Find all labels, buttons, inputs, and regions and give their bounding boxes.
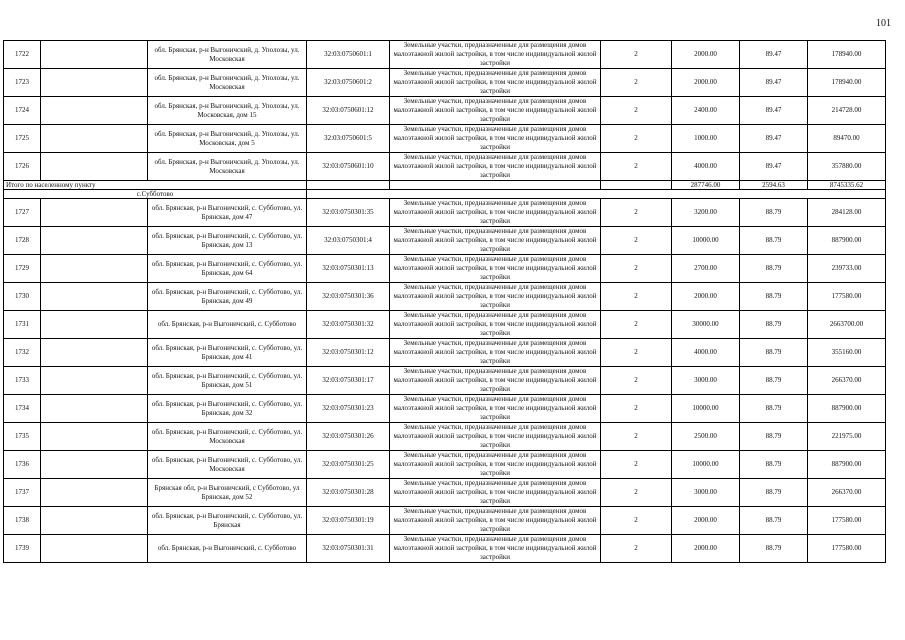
row-group: 2 bbox=[601, 479, 672, 507]
table-row bbox=[4, 339, 886, 367]
row-cadastral-cost: 177580.00 bbox=[808, 507, 886, 535]
row-blank-cell bbox=[41, 423, 148, 451]
table-row bbox=[4, 199, 886, 227]
row-address: обл. Брянская, р-н Выгоничский, с. Субботово, ул. Московская bbox=[148, 451, 307, 479]
row-cadastral-cost: 355160.00 bbox=[808, 339, 886, 367]
row-address: обл. Брянская, р-н Выгоничский, д. Уполозы, ул. Московская bbox=[148, 41, 307, 69]
row-cadastral-cost: 887900.00 bbox=[808, 227, 886, 255]
row-area: 4000.00 bbox=[672, 153, 740, 181]
row-group: 2 bbox=[601, 311, 672, 339]
row-blank-cell bbox=[41, 199, 148, 227]
settlement-total-group-cell bbox=[601, 181, 672, 190]
row-address: обл. Брянская, р-н Выгоничский, д. Уполозы, ул. Московская bbox=[148, 153, 307, 181]
row-cadastral-number: 32:03:0750601:10 bbox=[307, 153, 390, 181]
row-blank-cell bbox=[41, 227, 148, 255]
row-area: 4000.00 bbox=[672, 339, 740, 367]
row-area: 2400.00 bbox=[672, 97, 740, 125]
row-land-category: Земельные участки, предназначенные для размещения домов малоэтажной жилой застройки, в том числе индивидуальной жилой застройки bbox=[390, 423, 601, 451]
settlement-total-label: Итого по населенному пункту bbox=[4, 181, 307, 190]
row-number: 1733 bbox=[4, 367, 41, 395]
row-area: 2700.00 bbox=[672, 255, 740, 283]
row-address: обл. Брянская, р-н Выгоничский, с. Субботово bbox=[148, 535, 307, 563]
row-group: 2 bbox=[601, 199, 672, 227]
row-rate: 89.47 bbox=[740, 97, 808, 125]
row-rate: 88.79 bbox=[740, 451, 808, 479]
row-blank-cell bbox=[41, 97, 148, 125]
row-cadastral-cost: 178940.00 bbox=[808, 41, 886, 69]
row-cadastral-cost: 266370.00 bbox=[808, 367, 886, 395]
row-group: 2 bbox=[601, 227, 672, 255]
row-group: 2 bbox=[601, 153, 672, 181]
row-group: 2 bbox=[601, 97, 672, 125]
row-number: 1722 bbox=[4, 41, 41, 69]
row-rate: 89.47 bbox=[740, 69, 808, 97]
table-row bbox=[4, 255, 886, 283]
row-group: 2 bbox=[601, 339, 672, 367]
table-row bbox=[4, 125, 886, 153]
row-address: обл. Брянская, р-н Выгоничский, д. Уполозы, ул. Московская bbox=[148, 69, 307, 97]
row-cadastral-number: 32:03:0750301:13 bbox=[307, 255, 390, 283]
row-area: 10000.00 bbox=[672, 227, 740, 255]
row-address: обл. Брянская, р-н Выгоничский, с. Субботово, ул. Брянская, дом 51 bbox=[148, 367, 307, 395]
table-row bbox=[4, 395, 886, 423]
row-rate: 88.79 bbox=[740, 507, 808, 535]
table-row bbox=[4, 423, 886, 451]
row-cadastral-cost: 221975.00 bbox=[808, 423, 886, 451]
row-land-category: Земельные участки, предназначенные для размещения домов малоэтажной жилой застройки, в том числе индивидуальной жилой застройки bbox=[390, 199, 601, 227]
row-land-category: Земельные участки, предназначенные для размещения домов малоэтажной жилой застройки, в том числе индивидуальной жилой застройки bbox=[390, 69, 601, 97]
row-cadastral-cost: 887900.00 bbox=[808, 451, 886, 479]
table-row bbox=[4, 367, 886, 395]
row-cadastral-cost: 177580.00 bbox=[808, 535, 886, 563]
row-cadastral-number: 32:03:0750301:31 bbox=[307, 535, 390, 563]
row-rate: 88.79 bbox=[740, 339, 808, 367]
row-area: 30000.00 bbox=[672, 311, 740, 339]
row-area: 10000.00 bbox=[672, 395, 740, 423]
row-cadastral-cost: 887900.00 bbox=[808, 395, 886, 423]
row-cadastral-cost: 2663700.00 bbox=[808, 311, 886, 339]
row-cadastral-cost: 284128.00 bbox=[808, 199, 886, 227]
row-land-category: Земельные участки, предназначенные для размещения домов малоэтажной жилой застройки, в том числе индивидуальной жилой застройки bbox=[390, 125, 601, 153]
row-address: обл. Брянская, р-н Выгоничский, с. Субботово, ул. Брянская, дом 64 bbox=[148, 255, 307, 283]
row-blank-cell bbox=[41, 507, 148, 535]
settlement-name: с.Субботово bbox=[4, 190, 307, 199]
row-cadastral-cost: 89470.00 bbox=[808, 125, 886, 153]
row-blank-cell bbox=[41, 339, 148, 367]
row-blank-cell bbox=[41, 311, 148, 339]
row-number: 1738 bbox=[4, 507, 41, 535]
row-area: 2500.00 bbox=[672, 423, 740, 451]
row-land-category: Земельные участки, предназначенные для размещения домов малоэтажной жилой застройки, в том числе индивидуальной жилой застройки bbox=[390, 41, 601, 69]
row-land-category: Земельные участки, предназначенные для размещения домов малоэтажной жилой застройки, в том числе индивидуальной жилой застройки bbox=[390, 479, 601, 507]
row-area: 2000.00 bbox=[672, 283, 740, 311]
row-address: обл. Брянская, р-н Выгоничский, с. Субботово, ул. Брянская, дом 32 bbox=[148, 395, 307, 423]
row-address: обл. Брянская, р-н Выгоничский, с. Субботово, ул. Брянская, дом 13 bbox=[148, 227, 307, 255]
land-plots-table bbox=[3, 40, 886, 563]
row-address: обл. Брянская, р-н Выгоничский, с. Субботово, ул. Московская bbox=[148, 423, 307, 451]
row-rate: 89.47 bbox=[740, 153, 808, 181]
row-blank-cell bbox=[41, 367, 148, 395]
table-row bbox=[4, 507, 886, 535]
row-group: 2 bbox=[601, 69, 672, 97]
row-rate: 89.47 bbox=[740, 125, 808, 153]
row-number: 1735 bbox=[4, 423, 41, 451]
table-row bbox=[4, 451, 886, 479]
row-area: 2000.00 bbox=[672, 507, 740, 535]
table-row bbox=[4, 311, 886, 339]
row-land-category: Земельные участки, предназначенные для размещения домов малоэтажной жилой застройки, в том числе индивидуальной жилой застройки bbox=[390, 97, 601, 125]
row-cadastral-number: 32:03:0750601:12 bbox=[307, 97, 390, 125]
table-row bbox=[4, 97, 886, 125]
row-rate: 88.79 bbox=[740, 395, 808, 423]
row-cadastral-number: 32:03:0750301:17 bbox=[307, 367, 390, 395]
row-blank-cell bbox=[41, 395, 148, 423]
row-group: 2 bbox=[601, 423, 672, 451]
settlement-total-area: 287746.00 bbox=[672, 181, 740, 190]
row-blank-cell bbox=[41, 255, 148, 283]
row-blank-cell bbox=[41, 451, 148, 479]
settlement-total-category-cell bbox=[390, 181, 601, 190]
row-cadastral-number: 32:03:0750301:26 bbox=[307, 423, 390, 451]
row-land-category: Земельные участки, предназначенные для размещения домов малоэтажной жилой застройки, в том числе индивидуальной жилой застройки bbox=[390, 339, 601, 367]
row-address: обл. Брянская, р-н Выгоничский, с. Субботово, ул. Брянская, дом 47 bbox=[148, 199, 307, 227]
row-cadastral-number: 32:03:0750301:25 bbox=[307, 451, 390, 479]
row-blank-cell bbox=[41, 41, 148, 69]
table-row bbox=[4, 41, 886, 69]
settlement-header-row bbox=[4, 190, 886, 199]
table-row bbox=[4, 283, 886, 311]
row-group: 2 bbox=[601, 255, 672, 283]
row-rate: 88.79 bbox=[740, 199, 808, 227]
row-land-category: Земельные участки, предназначенные для размещения домов малоэтажной жилой застройки, в том числе индивидуальной жилой застройки bbox=[390, 507, 601, 535]
row-number: 1724 bbox=[4, 97, 41, 125]
row-number: 1731 bbox=[4, 311, 41, 339]
table-row bbox=[4, 69, 886, 97]
row-group: 2 bbox=[601, 283, 672, 311]
row-address: обл. Брянская, р-н Выгоничский, с. Субботово, ул. Брянская bbox=[148, 507, 307, 535]
row-area: 2000.00 bbox=[672, 535, 740, 563]
row-group: 2 bbox=[601, 41, 672, 69]
row-area: 3000.00 bbox=[672, 367, 740, 395]
row-number: 1734 bbox=[4, 395, 41, 423]
table-row bbox=[4, 535, 886, 563]
table-row bbox=[4, 479, 886, 507]
row-number: 1730 bbox=[4, 283, 41, 311]
row-group: 2 bbox=[601, 395, 672, 423]
settlement-total-cadastral-cell bbox=[307, 181, 390, 190]
row-number: 1736 bbox=[4, 451, 41, 479]
row-number: 1739 bbox=[4, 535, 41, 563]
row-area: 10000.00 bbox=[672, 451, 740, 479]
row-land-category: Земельные участки, предназначенные для размещения домов малоэтажной жилой застройки, в том числе индивидуальной жилой застройки bbox=[390, 227, 601, 255]
row-cadastral-number: 32:03:0750301:4 bbox=[307, 227, 390, 255]
row-cadastral-number: 32:03:0750301:35 bbox=[307, 199, 390, 227]
row-blank-cell bbox=[41, 69, 148, 97]
page-number: 101 bbox=[876, 18, 891, 29]
row-group: 2 bbox=[601, 451, 672, 479]
row-rate: 88.79 bbox=[740, 479, 808, 507]
row-cadastral-number: 32:03:0750601:5 bbox=[307, 125, 390, 153]
table-row bbox=[4, 153, 886, 181]
row-land-category: Земельные участки, предназначенные для размещения домов малоэтажной жилой застройки, в том числе индивидуальной жилой застройки bbox=[390, 153, 601, 181]
row-land-category: Земельные участки, предназначенные для размещения домов малоэтажной жилой застройки, в том числе индивидуальной жилой застройки bbox=[390, 395, 601, 423]
row-area: 3200.00 bbox=[672, 199, 740, 227]
row-land-category: Земельные участки, предназначенные для размещения домов малоэтажной жилой застройки, в том числе индивидуальной жилой застройки bbox=[390, 535, 601, 563]
row-blank-cell bbox=[41, 153, 148, 181]
row-blank-cell bbox=[41, 479, 148, 507]
row-area: 1000.00 bbox=[672, 125, 740, 153]
row-rate: 88.79 bbox=[740, 283, 808, 311]
row-blank-cell bbox=[41, 125, 148, 153]
row-land-category: Земельные участки, предназначенные для размещения домов малоэтажной жилой застройки, в том числе индивидуальной жилой застройки bbox=[390, 451, 601, 479]
row-number: 1729 bbox=[4, 255, 41, 283]
row-rate: 88.79 bbox=[740, 255, 808, 283]
row-area: 3000.00 bbox=[672, 479, 740, 507]
row-land-category: Земельные участки, предназначенные для размещения домов малоэтажной жилой застройки, в том числе индивидуальной жилой застройки bbox=[390, 255, 601, 283]
row-blank-cell bbox=[41, 283, 148, 311]
row-cadastral-number: 32:03:0750301:12 bbox=[307, 339, 390, 367]
row-group: 2 bbox=[601, 125, 672, 153]
row-address: обл. Брянская, р-н Выгоничский, д. Уполозы, ул. Московская, дом 15 bbox=[148, 97, 307, 125]
row-cadastral-number: 32:03:0750301:23 bbox=[307, 395, 390, 423]
row-rate: 89.47 bbox=[740, 41, 808, 69]
row-address: обл. Брянская, р-н Выгоничский, с. Субботово, ул. Брянская, дом 49 bbox=[148, 283, 307, 311]
row-area: 2000.00 bbox=[672, 69, 740, 97]
row-rate: 88.79 bbox=[740, 311, 808, 339]
row-land-category: Земельные участки, предназначенные для размещения домов малоэтажной жилой застройки, в том числе индивидуальной жилой застройки bbox=[390, 367, 601, 395]
row-land-category: Земельные участки, предназначенные для размещения домов малоэтажной жилой застройки, в том числе индивидуальной жилой застройки bbox=[390, 311, 601, 339]
row-cadastral-number: 32:03:0750601:1 bbox=[307, 41, 390, 69]
row-area: 2000.00 bbox=[672, 41, 740, 69]
row-cadastral-number: 32:03:0750301:28 bbox=[307, 479, 390, 507]
table-row bbox=[4, 227, 886, 255]
settlement-total-row bbox=[4, 181, 886, 190]
row-rate: 88.79 bbox=[740, 227, 808, 255]
row-number: 1723 bbox=[4, 69, 41, 97]
row-number: 1737 bbox=[4, 479, 41, 507]
row-number: 1728 bbox=[4, 227, 41, 255]
row-address: обл. Брянская, р-н Выгоничский, с. Субботово, ул. Брянская, дом 41 bbox=[148, 339, 307, 367]
row-cadastral-cost: 239733.00 bbox=[808, 255, 886, 283]
settlement-total-cost: 8745335.62 bbox=[808, 181, 886, 190]
row-group: 2 bbox=[601, 535, 672, 563]
row-number: 1727 bbox=[4, 199, 41, 227]
row-rate: 88.79 bbox=[740, 367, 808, 395]
row-cadastral-number: 32:03:0750601:2 bbox=[307, 69, 390, 97]
row-cadastral-cost: 357880.00 bbox=[808, 153, 886, 181]
row-address: Брянская обл, р-н Выгоничский, с Субботово, ул Брянская, дом 52 bbox=[148, 479, 307, 507]
row-rate: 88.79 bbox=[740, 535, 808, 563]
row-address: обл. Брянская, р-н Выгоничский, с. Субботово bbox=[148, 311, 307, 339]
row-cadastral-cost: 214728.00 bbox=[808, 97, 886, 125]
row-number: 1725 bbox=[4, 125, 41, 153]
row-cadastral-number: 32:03:0750301:36 bbox=[307, 283, 390, 311]
settlement-total-rate: 2594.63 bbox=[740, 181, 808, 190]
row-number: 1726 bbox=[4, 153, 41, 181]
row-land-category: Земельные участки, предназначенные для размещения домов малоэтажной жилой застройки, в том числе индивидуальной жилой застройки bbox=[390, 283, 601, 311]
row-number: 1732 bbox=[4, 339, 41, 367]
row-address: обл. Брянская, р-н Выгоничский, д. Уполозы, ул. Московская, дом 5 bbox=[148, 125, 307, 153]
settlement-header-filler bbox=[307, 190, 886, 199]
row-cadastral-number: 32:03:0750301:32 bbox=[307, 311, 390, 339]
row-cadastral-cost: 178940.00 bbox=[808, 69, 886, 97]
row-group: 2 bbox=[601, 507, 672, 535]
row-blank-cell bbox=[41, 535, 148, 563]
row-group: 2 bbox=[601, 367, 672, 395]
row-rate: 88.79 bbox=[740, 423, 808, 451]
row-cadastral-cost: 266370.00 bbox=[808, 479, 886, 507]
row-cadastral-number: 32:03:0750301:19 bbox=[307, 507, 390, 535]
row-cadastral-cost: 177580.00 bbox=[808, 283, 886, 311]
